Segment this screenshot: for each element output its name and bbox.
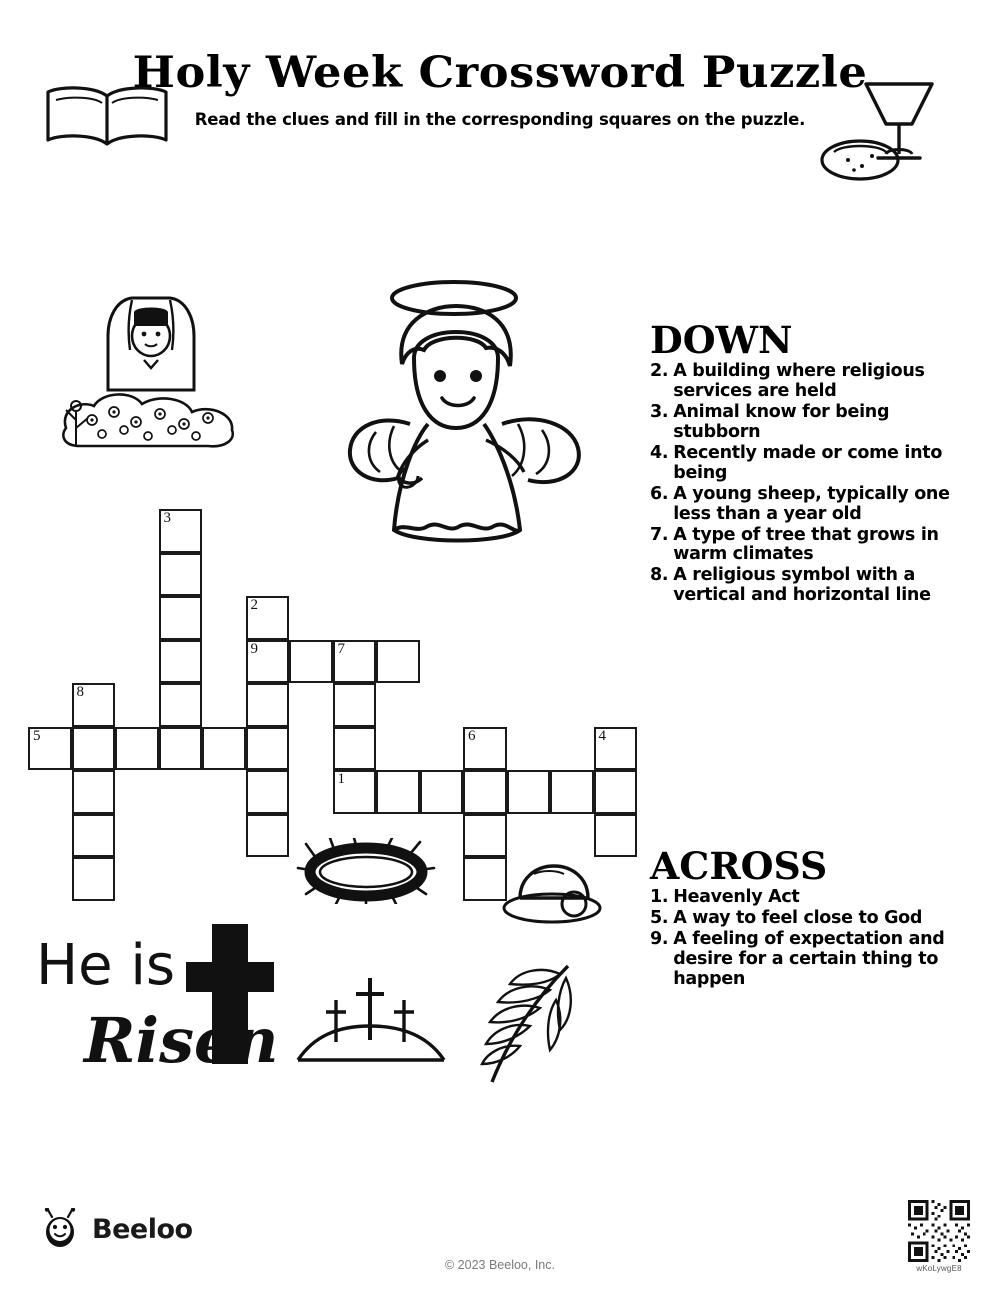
clue-text: A religious symbol with a vertical and horizontal line xyxy=(673,565,931,606)
clue-item xyxy=(650,362,950,402)
copyright-text: © 2023 Beeloo, Inc. xyxy=(445,1258,555,1272)
three-crosses-hill-illustration xyxy=(292,964,452,1079)
clue-number: 8. xyxy=(650,565,669,586)
crossword-grid[interactable] xyxy=(0,0,660,900)
crossword-cell-number: 3 xyxy=(163,510,171,526)
clue-item xyxy=(650,485,950,525)
crossword-cell[interactable] xyxy=(333,683,377,727)
chalice-and-bread-icon xyxy=(820,62,960,187)
crossword-cell-number: 5 xyxy=(33,727,41,744)
crossword-cell[interactable] xyxy=(246,640,290,684)
crossword-cell[interactable] xyxy=(463,770,507,814)
clue-number: 6. xyxy=(650,483,669,504)
empty-tomb-illustration xyxy=(498,856,608,931)
clue-number: 2. xyxy=(650,361,669,381)
footer-logo xyxy=(40,1208,193,1250)
clue-item xyxy=(650,403,950,443)
crossword-cell[interactable] xyxy=(333,770,377,814)
crossword-cell[interactable] xyxy=(159,640,203,684)
clue-item xyxy=(650,526,950,566)
crossword-cell[interactable] xyxy=(463,814,507,858)
crossword-cell[interactable] xyxy=(72,727,116,771)
clue-item xyxy=(650,888,960,908)
crossword-cell[interactable] xyxy=(72,683,116,727)
clue-text: A type of tree that grows in warm climates xyxy=(673,524,939,565)
crossword-cell-number: 8 xyxy=(76,684,84,700)
bee-logo-icon xyxy=(40,1208,80,1250)
across-clue-list xyxy=(650,888,960,990)
clue-item xyxy=(650,444,950,484)
clue-text: A building where religious services are held xyxy=(673,361,925,401)
qr-label: wKoLywgE8 xyxy=(916,1264,962,1273)
crown-of-thorns-illustration xyxy=(296,838,436,909)
clue-item xyxy=(650,909,960,929)
clue-number: 3. xyxy=(650,401,669,422)
clue-text: Animal know for being stubborn xyxy=(673,401,890,442)
crossword-cell[interactable] xyxy=(289,640,333,684)
crossword-cell[interactable] xyxy=(420,770,464,814)
crossword-cell[interactable] xyxy=(246,814,290,858)
risen-text: Risen xyxy=(84,1004,276,1077)
crossword-cell[interactable] xyxy=(159,596,203,640)
crossword-cell[interactable] xyxy=(376,640,420,684)
down-clues-section xyxy=(650,318,950,607)
crossword-cell-number: 1 xyxy=(337,771,345,787)
crossword-cell-number: 2 xyxy=(250,597,258,613)
crossword-cell-number: 9 xyxy=(250,640,258,657)
crossword-cell-number: 6 xyxy=(468,727,476,744)
he-is-text: He is xyxy=(36,933,176,998)
crossword-cell[interactable] xyxy=(507,770,551,814)
crossword-cell[interactable] xyxy=(376,770,420,814)
across-clues-section xyxy=(650,844,960,991)
crossword-cell[interactable] xyxy=(159,509,203,553)
crossword-cell[interactable] xyxy=(202,727,246,771)
crossword-cell[interactable] xyxy=(246,683,290,727)
qr-code-icon xyxy=(908,1200,970,1262)
crossword-cell[interactable] xyxy=(159,727,203,771)
crossword-cell[interactable] xyxy=(463,727,507,771)
page-title: Holy Week Crossword Puzzle xyxy=(132,48,868,98)
clue-text: Heavenly Act xyxy=(673,887,800,907)
crossword-cell[interactable] xyxy=(333,727,377,771)
clue-number: 1. xyxy=(650,887,669,907)
crossword-cell[interactable] xyxy=(72,814,116,858)
crossword-cell[interactable] xyxy=(594,814,638,858)
brand-name: Beeloo xyxy=(92,1213,193,1245)
down-heading: DOWN xyxy=(650,318,793,362)
clue-number: 4. xyxy=(650,442,669,463)
crossword-cell[interactable] xyxy=(159,553,203,597)
crossword-cell-number: 7 xyxy=(337,640,345,657)
crossword-cell[interactable] xyxy=(246,596,290,640)
clue-item xyxy=(650,930,960,990)
down-clue-list xyxy=(650,362,950,606)
palm-branch-illustration xyxy=(456,960,586,1095)
crossword-cell[interactable] xyxy=(28,727,72,771)
crossword-cell[interactable] xyxy=(72,770,116,814)
crossword-cell[interactable] xyxy=(594,727,638,771)
qr-code-block xyxy=(908,1200,970,1273)
crossword-cell[interactable] xyxy=(550,770,594,814)
crossword-cell[interactable] xyxy=(246,727,290,771)
clue-text: A feeling of expectation and desire for a certain thing to happen xyxy=(673,928,945,989)
clue-number: 5. xyxy=(650,907,669,928)
he-is-risen-illustration xyxy=(36,912,276,1087)
clue-number: 7. xyxy=(650,524,669,545)
clue-text: A way to feel close to God xyxy=(673,907,923,928)
crossword-cell[interactable] xyxy=(333,640,377,684)
crossword-cell[interactable] xyxy=(159,683,203,727)
across-heading: ACROSS xyxy=(650,844,828,888)
crossword-cell[interactable] xyxy=(246,770,290,814)
crossword-cell[interactable] xyxy=(115,727,159,771)
clue-number: 9. xyxy=(650,928,669,949)
crossword-cell[interactable] xyxy=(72,857,116,901)
crossword-cell-number: 4 xyxy=(598,727,606,744)
page-subtitle: Read the clues and fill in the corresponding squares on the puzzle. xyxy=(194,109,806,129)
clue-item xyxy=(650,566,950,606)
crossword-cell[interactable] xyxy=(594,770,638,814)
clue-text: Recently made or come into being xyxy=(673,442,943,483)
clue-text: A young sheep, typically one less than a year old xyxy=(673,483,950,524)
